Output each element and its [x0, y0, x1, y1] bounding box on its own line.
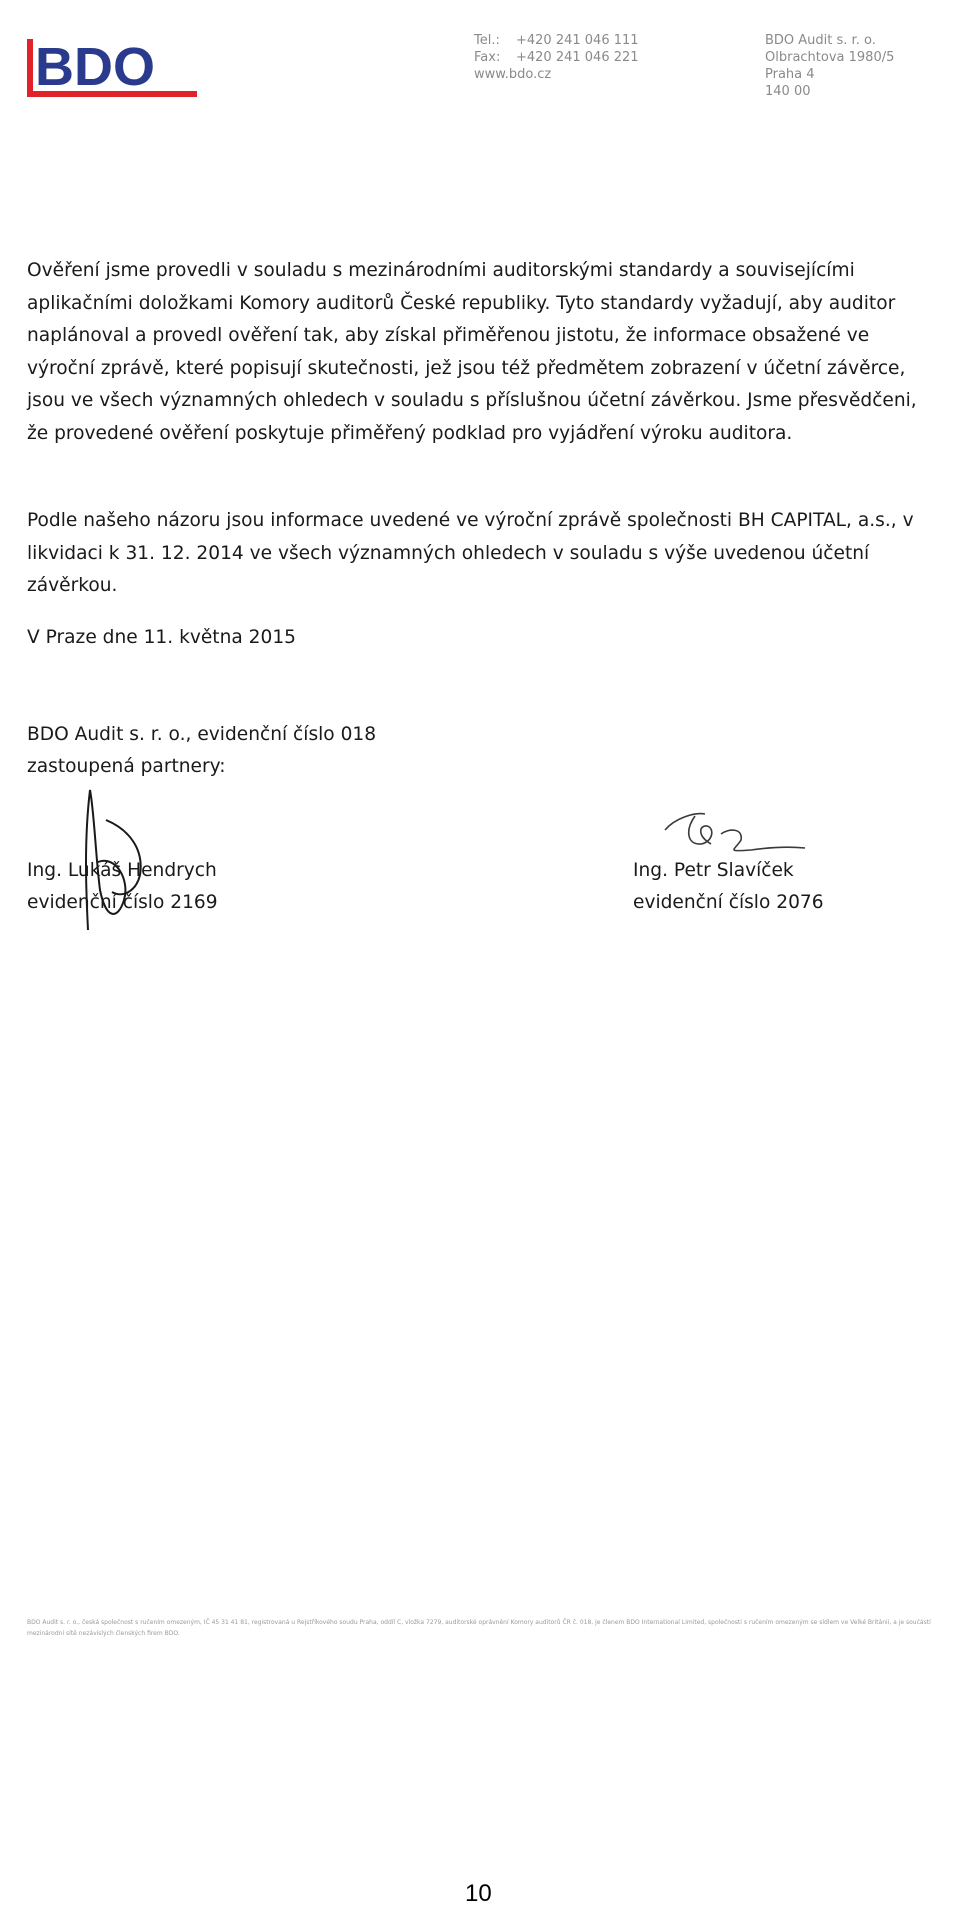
website: www.bdo.cz: [474, 67, 552, 82]
signatory-right-name: Ing. Petr Slavíček: [633, 860, 794, 881]
firm-block: [27, 719, 376, 783]
signature-right: [655, 800, 815, 860]
bdo-logo-graphic: [27, 33, 197, 103]
footer-small-print: BDO Audit s. r. o., česká společnost s ručením omezeným, IČ 45 31 41 81, registrovaná u Rejstříkového soudu Praha, oddíl C, vložka 7279, auditorské oprávnění Komory auditorů ČR č. 018, je členem BDO International Limited, společnosti s ručením omezeným se sídlem ve Velké Británii, a je součástí mezinárodní sítě nezávislých členských firem BDO.: [27, 1619, 931, 1637]
signatory-right: [633, 855, 824, 919]
firm-line: BDO Audit s. r. o., evidenční číslo 018: [27, 724, 377, 745]
city: Praha 4: [765, 67, 815, 82]
signatory-left-reg: evidenční číslo 2169: [27, 892, 218, 913]
company-name: BDO Audit s. r. o.: [765, 33, 876, 48]
contact-block-phone: [474, 32, 639, 83]
contact-block-address: [765, 32, 894, 100]
paragraph-verification: Ověření jsme provedli v souladu s mezinárodními auditorskými standardy a souvisejícími aplikačními doložkami Komory auditorů České republiky. Tyto standardy vyžadují, aby auditor naplánoval a provedl ověření tak, aby získal přiměřenou jistotu, že informace obsažené ve výroční zprávě, které popisují skutečnosti, jež jsou též předmětem zobrazení v účetní závěrce, jsou ve všech významných ohledech v souladu s příslušnou účetní závěrkou. Jsme přesvědčeni, že provedené ověření poskytuje přiměřený podklad pro vyjádření výroku auditora.: [27, 260, 917, 444]
paragraph-opinion: Podle našeho názoru jsou informace uvedené ve výroční zprávě společnosti BH CAPITAL, a.s., v likvidaci k 31. 12. 2014 ve všech významných ohledech v souladu s výše uvedenou účetní závěrkou.: [27, 510, 914, 596]
fax-value: +420 241 046 221: [516, 50, 639, 65]
street-address: Olbrachtova 1980/5: [765, 50, 895, 65]
date-line: V Praze dne 11. května 2015: [27, 627, 296, 648]
fax-label: Fax:: [474, 50, 501, 65]
represented-line: zastoupená partnery:: [27, 756, 226, 777]
tel-value: +420 241 046 111: [516, 33, 639, 48]
signatory-left-name: Ing. Lukáš Hendrych: [27, 860, 217, 881]
tel-label: Tel.:: [474, 33, 500, 48]
signatory-right-reg: evidenční číslo 2076: [633, 892, 824, 913]
zip-code: 140 00: [765, 84, 811, 99]
bdo-logo: [27, 33, 197, 103]
page-number: 10: [465, 1880, 492, 1907]
signatory-left: [27, 855, 218, 919]
svg-text:BDO: BDO: [35, 37, 155, 97]
